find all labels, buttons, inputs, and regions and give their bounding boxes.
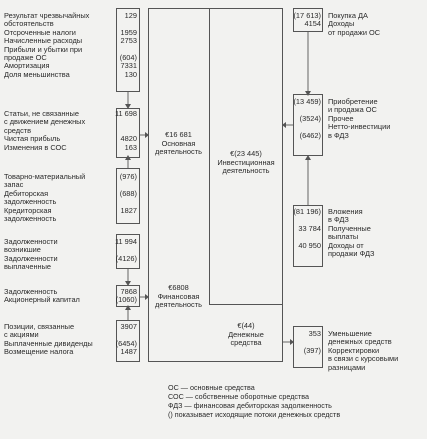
right-item-label: Приобретение	[328, 97, 378, 106]
investing-value: €(23 445)	[230, 149, 262, 158]
cash-label-1: Денежные	[228, 329, 264, 339]
operating-label-2: деятельность	[155, 147, 202, 157]
right-item-value: (13 459)	[293, 97, 321, 106]
right-item-value: (17 613)	[293, 11, 321, 20]
right-item-label: в ФДЗ	[328, 130, 349, 140]
left-item-label: обстоятельств	[4, 19, 54, 29]
financing-activity	[148, 284, 209, 310]
investing-label-2: деятельность	[222, 166, 270, 176]
left-item-value: 2753	[120, 36, 137, 46]
legend-line-1: ОС — основные средства	[168, 383, 255, 392]
financing-label-2: деятельность	[155, 300, 202, 310]
left-item-label: Изменения в СОС	[4, 142, 67, 152]
investing-activity	[209, 150, 283, 176]
left-item-label: выплаченные	[4, 262, 52, 272]
left-item-label: Чистая прибыль	[4, 134, 61, 144]
right-item-label: Полученные	[328, 223, 371, 233]
right-item-label: продажи ФДЗ	[328, 249, 375, 258]
financing-label-1: Финансовая	[157, 291, 200, 301]
legend-line-4: () показывает исходящие потоки денежных средств	[168, 410, 341, 419]
right-item-value: (397)	[303, 345, 321, 355]
right-item-label: Корректировки	[328, 345, 380, 355]
left-item-value: 11 698	[114, 109, 137, 118]
left-item-label: Амортизация	[4, 61, 50, 71]
left-item-value: 11 994	[114, 237, 137, 246]
right-item-label: Уменьшение	[328, 329, 372, 338]
left-item-label: Прибыли и убытки при	[4, 44, 83, 54]
left-item-value: (976)	[119, 172, 137, 181]
left-item-label: задолженность	[4, 214, 57, 223]
left-item-value: 1959	[120, 27, 137, 37]
left-box-1	[116, 8, 140, 92]
left-item-label: средств	[4, 125, 32, 135]
right-item-value: 33 784	[298, 223, 321, 233]
left-item-value: 1487	[120, 347, 137, 357]
operating-label-1: Основная	[161, 138, 196, 148]
cash-value: €(44)	[237, 321, 255, 330]
left-item-label: Доля меньшинства	[4, 69, 70, 79]
right-item-value: (81 196)	[293, 207, 321, 216]
cash-label-2: средства	[230, 338, 262, 348]
left-item-label: запас	[4, 180, 24, 190]
left-item-label: Выплаченные дивиденды	[4, 338, 93, 348]
right-item-value: (6462)	[299, 130, 321, 140]
legend-line-2: СОС — собственные оборотные средства	[168, 392, 310, 401]
operating-value: €16 681	[165, 130, 192, 139]
left-item-value: 163	[124, 142, 137, 152]
left-item-value: 129	[124, 11, 137, 20]
left-item-value: 130	[124, 69, 137, 79]
left-item-value: 4820	[120, 134, 137, 144]
left-item-label: Начисленные расходы	[4, 36, 83, 46]
left-item-label: с акциями	[4, 330, 39, 340]
right-item-value: 4154	[304, 19, 321, 29]
legend-line-3: ФДЗ — финансовая дебиторская задолженность	[168, 401, 332, 410]
central-divider-horizontal	[209, 304, 283, 305]
left-item-value: 7331	[120, 61, 137, 71]
right-item-label: разницами	[328, 362, 366, 372]
left-item-value: (604)	[119, 53, 137, 62]
right-item-label: в связи с курсовыми	[328, 354, 399, 364]
right-item-label: Прочее	[328, 113, 354, 123]
right-item-label: Доходы	[328, 19, 355, 29]
left-item-label: Результат чрезвычайных	[4, 11, 90, 20]
operating-activity	[148, 131, 209, 157]
left-item-label: Задолженности	[4, 253, 58, 263]
left-item-value: 7868	[120, 287, 137, 296]
left-item-label: Задолженности	[4, 237, 58, 246]
left-item-value: 1827	[120, 205, 137, 215]
left-item-label: Отсроченные налоги	[4, 27, 76, 37]
left-item-label: возникшие	[4, 245, 41, 255]
left-item-label: Задолженность	[4, 287, 58, 296]
left-item-label: Акционерный капитал	[4, 295, 80, 305]
left-item-label: продаже ОС	[4, 53, 47, 62]
right-item-label: в ФДЗ	[328, 215, 349, 225]
left-item-value: 3907	[120, 322, 137, 331]
right-item-label: Вложения	[328, 207, 363, 216]
right-item-value: (3524)	[299, 113, 321, 123]
left-item-value: (6454)	[115, 338, 137, 348]
right-item-label: Покупка ДА	[328, 11, 368, 20]
left-item-label: Дебиторская	[4, 188, 49, 198]
financing-value: €6808	[168, 283, 189, 292]
left-item-value: (4126)	[115, 253, 137, 263]
left-item-label: Кредиторская	[4, 205, 52, 215]
right-item-value: 353	[308, 329, 321, 338]
left-item-value: (688)	[119, 188, 137, 198]
left-item-label: Статьи, не связанные	[4, 109, 79, 118]
left-item-value: (1060)	[115, 295, 137, 305]
right-item-value: 40 950	[298, 240, 321, 250]
right-item-label: от продажи ОС	[328, 27, 381, 37]
right-item-label: денежных средств	[328, 337, 392, 347]
left-item-label: с движением денежных	[4, 117, 86, 127]
right-item-label: выплаты	[328, 232, 359, 242]
left-item-label: задолженность	[4, 197, 57, 207]
investing-label-1: Инвестиционная	[217, 157, 275, 167]
left-item-label: Товарно-материальный	[4, 172, 86, 181]
right-item-label: и продажа ОС	[328, 105, 377, 115]
left-item-label: Возмещение налога	[4, 347, 74, 357]
right-item-label: Доходы от	[328, 240, 364, 250]
right-item-label: Нетто-инвестиции	[328, 122, 391, 132]
cash-box	[209, 322, 283, 348]
left-item-label: Позиции, связанные	[4, 322, 75, 331]
